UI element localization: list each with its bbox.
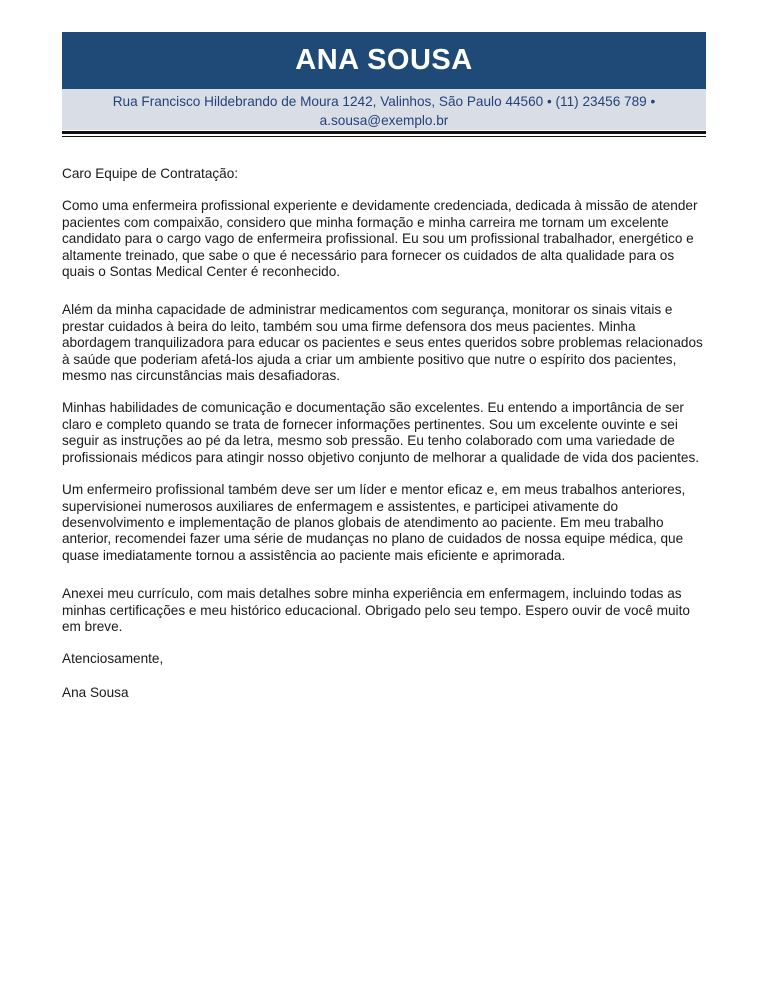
paragraph-2: Além da minha capacidade de administrar medicamentos com segurança, monitorar os sinais vitais e prestar cuidados à beira do leito, também sou uma firme defensora dos meus pacientes. Minha abordagem tranquilizadora para educar os pacientes e seus entes queridos sobre problemas relacionados à saúde que poderiam afetá-los ajuda a criar um ambiente positivo que nutre o espírito dos pacientes, mesmo nas circunstâncias mais desafiadoras.	[62, 302, 703, 384]
paragraph-5: Anexei meu currículo, com mais detalhes sobre minha experiência em enfermagem, incluindo todas as minhas certificações e meu histórico educacional. Obrigado pelo seu tempo. Espero ouvir de você muito em breve.	[62, 586, 690, 634]
contact-email: a.sousa@exemplo.br	[319, 113, 449, 128]
contact-address-phone: Rua Francisco Hildebrando de Moura 1242, Valinhos, São Paulo 44560 • (11) 23456 789 •	[112, 94, 656, 109]
paragraph-3: Minhas habilidades de comunicação e documentação são excelentes. Eu entendo a importância de ser claro e completo quando se trata de fornecer informações pertinentes. Sou um excelente ouvinte e sei seguir as instruções ao pé da letra, mesmo sob pressão. Eu tenho colaborado com uma variedade de profissionais médicos para atingir nosso objetivo conjunto de melhorar a qualidade de vida dos pacientes.	[62, 400, 700, 465]
letter-body	[62, 166, 706, 701]
header-band	[62, 32, 706, 89]
divider-thin	[62, 136, 706, 137]
candidate-name: ANA SOUSA	[295, 44, 473, 76]
signature: Ana Sousa	[62, 684, 129, 700]
salutation: Caro Equipe de Contratação:	[62, 166, 239, 181]
paragraph-4: Um enfermeiro profissional também deve ser um líder e mentor eficaz e, em meus trabalhos anteriores, supervisionei numerosos auxiliares de enfermagem e assistentes, e participei ativamente do desenvolvimento e implementação de planos globais de atendimento ao paciente. Em meu trabalho anterior, recomendei fazer uma série de mudanças no plano de cuidados de nossa equipe médica, que quase imediatamente tornou a assistência ao paciente mais eficiente e aprimorada.	[62, 482, 686, 563]
contact-info	[62, 89, 706, 130]
closing: Atenciosamente,	[62, 651, 164, 667]
paragraph-1: Como uma enfermeira profissional experiente e devidamente credenciada, dedicada à missão de atender pacientes com compaixão, considero que minha formação e minha carreira me tornam um excelente candidato para o cargo vago de enfermeira profissional. Eu sou um profissional trabalhador, energético e altamente treinado, que sabe o que é necessário para fornecer os cuidados de alta qualidade para os quais o Sontas Medical Center é reconhecido.	[62, 198, 698, 280]
divider-thick	[62, 131, 706, 134]
